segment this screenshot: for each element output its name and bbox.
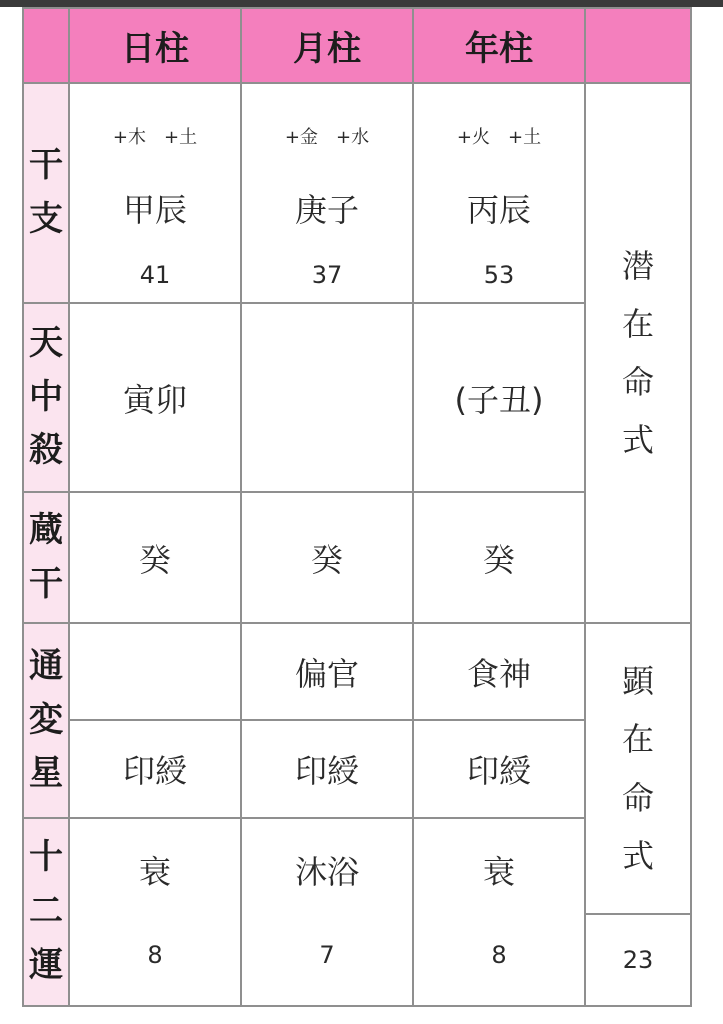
label-char: 在 (621, 304, 654, 343)
tsuhensei-day-1 (69, 623, 241, 720)
row-label-tenchusatsu (23, 303, 69, 492)
zoukan-day: 癸 (69, 492, 241, 623)
juniun-star: 沐浴 (294, 853, 359, 891)
header-right-blank (585, 8, 691, 83)
kanshi-number: 53 (483, 261, 515, 289)
kanshi-day-cell (69, 83, 241, 303)
juniun-day-cell (69, 818, 241, 1006)
latent-meishiki-label (585, 83, 691, 623)
header-year-pillar: 年柱 (413, 8, 585, 83)
kanshi-elements: +火 +土 (456, 127, 542, 148)
label-char: 中 (29, 376, 63, 417)
meishiki-table (22, 7, 692, 1007)
tenchusatsu-day: 寅卯 (69, 303, 241, 492)
manifest-meishiki-label (585, 623, 691, 914)
kanshi-number: 41 (139, 261, 171, 289)
label-char: 変 (29, 699, 63, 740)
top-bar (0, 0, 723, 7)
tsuhensei-day-2: 印綬 (69, 720, 241, 818)
tenchusatsu-year: (子丑) (413, 303, 585, 492)
label-char: 殺 (29, 430, 63, 471)
label-char: 二 (29, 891, 63, 932)
label-char: 顕 (621, 662, 654, 701)
juniun-number: 8 (147, 941, 163, 969)
juniun-number: 8 (491, 941, 507, 969)
tsuhensei-year-2: 印綬 (413, 720, 585, 818)
kanshi-pillar: 庚子 (294, 191, 359, 229)
tsuhensei-month-1: 偏官 (241, 623, 413, 720)
row-label-zoukan (23, 492, 69, 623)
kanshi-year-cell (413, 83, 585, 303)
kanshi-row (23, 83, 691, 303)
label-char: 天 (29, 322, 63, 363)
header-corner (23, 8, 69, 83)
juniun-month-cell (241, 818, 413, 1006)
tsuhensei-year-1: 食神 (413, 623, 585, 720)
kanshi-pillar: 丙辰 (466, 191, 531, 229)
juniun-number: 7 (319, 941, 335, 969)
kanshi-elements: +木 +土 (112, 127, 198, 148)
label-char: 運 (29, 944, 63, 985)
label-char: 干 (29, 145, 63, 186)
label-char: 命 (621, 778, 654, 817)
label-char: 支 (29, 199, 63, 239)
juniun-year-cell (413, 818, 585, 1006)
label-char: 蔵 (29, 509, 63, 550)
kanshi-pillar: 甲辰 (122, 191, 187, 229)
header-row (23, 8, 691, 83)
label-char: 潜 (621, 246, 654, 285)
label-char: 命 (621, 363, 654, 401)
header-day-pillar: 日柱 (69, 8, 241, 83)
tenchusatsu-month (241, 303, 413, 492)
label-char: 式 (621, 421, 654, 460)
kanshi-month-cell (241, 83, 413, 303)
kanshi-elements: +金 +水 (284, 127, 370, 148)
label-char: 式 (621, 836, 654, 875)
label-char: 在 (621, 720, 654, 759)
label-char: 干 (29, 563, 63, 604)
kanshi-number: 37 (311, 261, 343, 289)
label-char: 十 (29, 837, 63, 878)
tsuhensei-row-1 (23, 623, 691, 720)
total-number: 23 (585, 914, 691, 1006)
juniun-star: 衰 (482, 853, 515, 891)
juniun-star: 衰 (138, 853, 171, 891)
row-label-tsuhensei (23, 623, 69, 818)
zoukan-month: 癸 (241, 492, 413, 623)
row-label-kanshi (23, 83, 69, 303)
label-char: 通 (29, 645, 63, 686)
zoukan-year: 癸 (413, 492, 585, 623)
header-month-pillar: 月柱 (241, 8, 413, 83)
row-label-juniun (23, 818, 69, 1006)
label-char: 星 (29, 753, 63, 794)
tsuhensei-month-2: 印綬 (241, 720, 413, 818)
